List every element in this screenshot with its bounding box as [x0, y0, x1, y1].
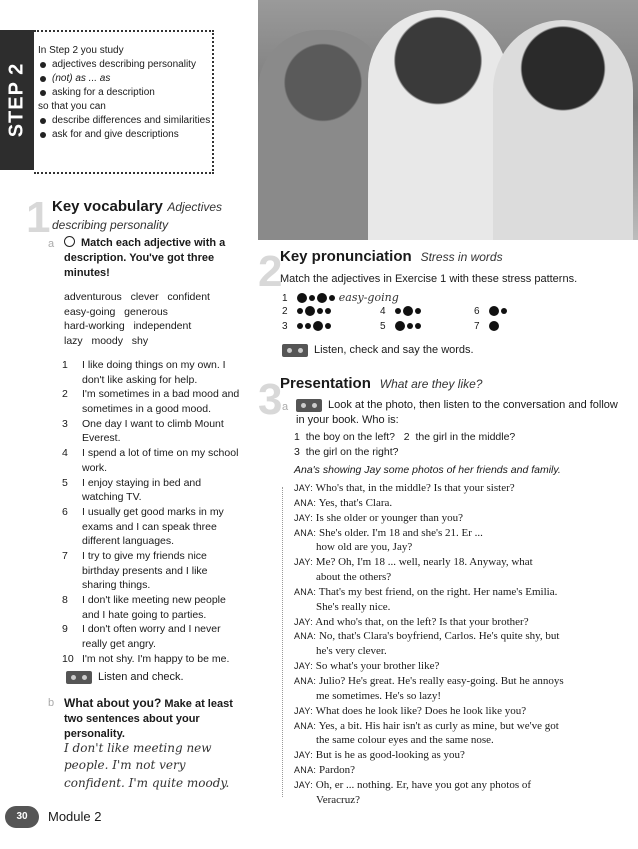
objectives-intro: In Step 2 you study [38, 45, 124, 56]
speaker: ANA: [294, 720, 317, 731]
photo-girl-right [493, 20, 633, 240]
section-subtitle: Adjectives describing personality [52, 200, 223, 232]
dialogue-text: No, that's Clara's boyfriend, Carlos. He's quite shy, but [318, 630, 560, 643]
dialogue-text: Pardon? [318, 764, 356, 777]
dialogue-continuation: the same colour eyes and the same nose. [316, 734, 494, 747]
dialogue-text: That's my best friend, on the right. Her name's Emilia. [318, 585, 558, 598]
cassette-icon [296, 399, 322, 412]
section2-instruction: Match the adjectives in Exercise 1 with these stress patterns. [280, 273, 578, 285]
dialogue-line [294, 778, 624, 793]
listen-check-1: Listen and check. [66, 670, 184, 685]
objectives-box [34, 30, 214, 174]
dialogue-text: Yes, that's Clara. [318, 496, 393, 509]
question: the boy on the left? [305, 431, 396, 443]
section-number: 1 [26, 193, 51, 242]
dialogue-line [294, 674, 624, 689]
speaker: JAY: [294, 483, 314, 493]
speaker: JAY: [294, 661, 314, 672]
dialogue-text: She's older. I'm 18 and she's 21. Er ... [318, 526, 483, 539]
dialogue-text: And who's that, on the left? Is that your brother? [315, 615, 529, 628]
adjective: generous [124, 305, 168, 318]
example-answer: I don't like meeting new people. I'm not very confident. I'm quite moody. [64, 741, 230, 790]
dialogue-continuation: She's really nice. [316, 600, 391, 613]
objective-item: (not) as ... as [38, 72, 212, 86]
speaker: JAY: [294, 779, 314, 790]
objectives-so: so that you can [38, 101, 106, 112]
dialogue-line [294, 496, 624, 511]
exercise-1b: What about you? Make at least two sentences about your personality. [64, 696, 233, 740]
dialogue-text: What does he look like? Does he look like you? [315, 704, 527, 717]
speaker: ANA: [294, 527, 317, 538]
photo-girl-middle [368, 10, 508, 240]
section-number: 2 [258, 247, 283, 296]
exercise-3a-instruction: Look at the photo, then listen to the conversation and follow in your book. Who is: [296, 399, 618, 426]
section-title: Presentation [280, 375, 371, 392]
section-number: 3 [258, 375, 283, 424]
dialogue-text: Yes, a bit. His hair isn't as curly as mine, but we've got [318, 719, 559, 732]
dialogue-continuation: me sometimes. He's so lazy! [316, 689, 442, 702]
cassette-icon [66, 671, 92, 684]
adjective: independent [133, 320, 192, 333]
dialogue-line [294, 526, 624, 541]
adjective: lazy [64, 335, 83, 348]
stress-patterns: 1 easy-going 2 3 [282, 291, 399, 332]
dialogue-line [294, 704, 624, 719]
speaker: JAY: [294, 705, 314, 716]
cassette-icon [282, 344, 308, 357]
list-item: 10 I'm not shy. I'm happy to be me. [62, 652, 230, 665]
question: the girl on the right? [305, 445, 399, 458]
section-subtitle: Stress in words [420, 250, 503, 264]
photo-three-friends [258, 0, 638, 240]
adjective: confident [167, 291, 210, 303]
dialogue-text: Is she older or younger than you? [315, 511, 464, 524]
dialogue-text: But is he as good-looking as you? [315, 749, 465, 762]
list-item: 3 One day I want to climb Mount Everest. [62, 417, 224, 445]
exercise-label: b [48, 697, 55, 709]
section3-heading [280, 375, 620, 393]
speaker: ANA: [294, 497, 317, 508]
objective-item: describe differences and similarities [38, 114, 212, 128]
list-item: 7 I try to give my friends nice birthday presents and I like sharing things. [62, 549, 208, 592]
list-item: 2 I'm sometimes in a bad mood and sometimes in a good mood. [62, 388, 240, 416]
dialogue-line [294, 481, 624, 496]
dialogue-continuation: how old are you, Jay? [316, 541, 413, 554]
adjective: adventurous [64, 291, 122, 303]
adjective: shy [131, 335, 149, 348]
step-tab [0, 30, 34, 170]
speaker: ANA: [294, 586, 317, 597]
exercise-1a-instruction: Match each adjective with a description. You've got three minutes! [64, 237, 226, 279]
dialogue-text: Who's that, in the middle? Is that your sister? [315, 482, 515, 494]
dialogue-intro: Ana's showing Jay some photos of her friends and family. [294, 464, 561, 476]
speaker: JAY: [294, 750, 314, 761]
dialogue [294, 481, 624, 808]
dialogue-line [294, 615, 624, 630]
timer-icon [64, 236, 75, 247]
list-item: 8 I don't like meeting new people and I hate going to parties. [62, 594, 226, 621]
list-item: 9 I don't often worry and I never really get angry. [62, 623, 221, 651]
dialogue-continuation: he's very clever. [316, 645, 387, 658]
dialogue-line [294, 555, 624, 570]
dialogue-text: Me? Oh, I'm 18 ... well, nearly 18. Anyway, what [315, 556, 533, 569]
exercise-label: a [48, 238, 55, 250]
dialogue-line [294, 719, 624, 734]
dialogue-text: So what's your brother like? [315, 660, 440, 673]
objective-item: adjectives describing personality [38, 58, 212, 72]
listen-check-2: Listen, check and say the words. [282, 343, 474, 358]
dialogue-text: Julio? He's great. He's really easy-going. But he annoys [318, 674, 564, 687]
dialogue-margin-line [282, 487, 283, 797]
speaker: JAY: [294, 557, 314, 568]
objective-item: asking for a description [38, 86, 212, 100]
section-title: Key pronunciation [280, 248, 412, 265]
section2-heading [280, 248, 620, 266]
objective-item: ask for and give descriptions [38, 128, 212, 142]
adjective: hard-working [64, 320, 125, 333]
list-item: 1 I like doing things on my own. I don't like asking for help. [62, 359, 226, 386]
adjective: moody [91, 335, 123, 348]
list-item: 6 I usually get good marks in my exams and I can speak three different languages. [62, 505, 224, 548]
adjective: clever [130, 291, 159, 303]
section-title: Key vocabulary [52, 198, 163, 215]
stress-patterns-col2: 4 5 [380, 305, 440, 335]
exercise-label: a [282, 401, 289, 413]
speaker: JAY: [294, 616, 314, 627]
dialogue-line [294, 629, 624, 644]
question: the girl in the middle? [415, 431, 516, 443]
description-list [62, 358, 242, 666]
adjective: easy-going [64, 305, 116, 318]
speaker: JAY: [294, 512, 314, 523]
stress-patterns-col3: 6 7 [474, 305, 524, 335]
who-is-questions: 1 the boy on the left? 2 the girl in the middle? 3 the girl on the right? [294, 431, 516, 458]
dialogue-text: Oh, er ... nothing. Er, have you got any photos of [315, 778, 532, 791]
section1-heading [52, 198, 252, 234]
dialogue-line [294, 585, 624, 600]
section-subtitle: What are they like? [379, 377, 483, 391]
module-label: Module 2 [48, 809, 102, 824]
speaker: ANA: [294, 631, 317, 642]
dialogue-line [294, 763, 624, 778]
dialogue-line [294, 659, 624, 674]
dialogue-line [294, 511, 624, 526]
dialogue-continuation: about the others? [316, 571, 392, 584]
speaker: ANA: [294, 765, 317, 776]
page-number: 30 [5, 806, 39, 828]
dialogue-line [294, 748, 624, 763]
stress-example: easy-going [338, 291, 399, 304]
speaker: ANA: [294, 675, 317, 686]
step-label: STEP 2 [5, 62, 28, 138]
list-item: 4 I spend a lot of time on my school work. [62, 447, 239, 474]
adjective-list [64, 290, 244, 349]
list-item: 5 I enjoy staying in bed and watching TV. [62, 476, 202, 504]
dialogue-continuation: Veracruz? [316, 793, 360, 806]
